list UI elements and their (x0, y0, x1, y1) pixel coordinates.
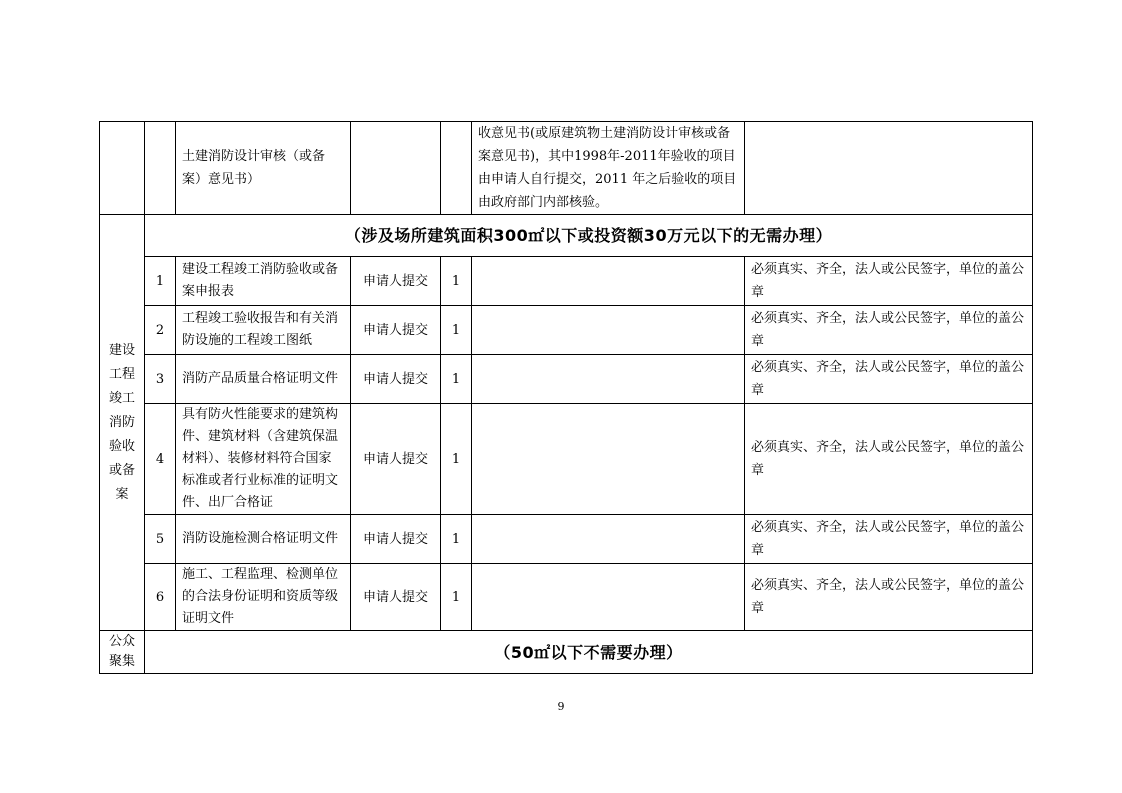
copies-cell: 1 (441, 404, 472, 515)
requirement-cell: 必须真实、齐全，法人或公民签字，单位的盖公章 (745, 306, 1033, 355)
requirement-cell: 必须真实、齐全，法人或公民签字，单位的盖公章 (745, 257, 1033, 306)
note-cell: 收意见书(或原建筑物土建消防设计审核或备案意见书)，其中1998年-2011年验收的项目由申请人自行提交，2011 年之后验收的项目由政府部门内部核验。 (472, 122, 745, 215)
material-cell: 消防设施检测合格证明文件 (176, 515, 351, 564)
source-cell: 申请人提交 (351, 564, 441, 631)
category-cell-public: 公众聚集 (100, 631, 145, 674)
note-cell (472, 306, 745, 355)
copies-cell: 1 (441, 257, 472, 306)
note-cell (472, 257, 745, 306)
row-number: 2 (145, 306, 176, 355)
table-row (100, 515, 1033, 564)
category-cell-empty (100, 122, 145, 215)
table-row (100, 355, 1033, 404)
source-cell: 申请人提交 (351, 355, 441, 404)
copies-cell-empty (441, 122, 472, 215)
page-number: 9 (557, 700, 565, 713)
material-cell: 施工、工程监理、检测单位的合法身份证明和资质等级证明文件 (176, 564, 351, 631)
materials-table (99, 121, 1033, 674)
row-number: 3 (145, 355, 176, 404)
banner-row-acceptance (100, 215, 1033, 257)
banner-row-public (100, 631, 1033, 674)
note-cell (472, 404, 745, 515)
requirement-cell: 必须真实、齐全，法人或公民签字，单位的盖公章 (745, 564, 1033, 631)
copies-cell: 1 (441, 564, 472, 631)
requirement-cell: 必须真实、齐全，法人或公民签字，单位的盖公章 (745, 404, 1033, 515)
requirement-cell: 必须真实、齐全，法人或公民签字，单位的盖公章 (745, 515, 1033, 564)
row-number: 4 (145, 404, 176, 515)
row-number: 6 (145, 564, 176, 631)
table-row (100, 404, 1033, 515)
source-cell: 申请人提交 (351, 515, 441, 564)
source-cell-empty (351, 122, 441, 215)
material-cell: 土建消防设计审核（或备案）意见书） (176, 122, 351, 215)
requirement-cell-empty (745, 122, 1033, 215)
material-cell: 工程竣工验收报告和有关消防设施的工程竣工图纸 (176, 306, 351, 355)
banner-public: （50㎡以下不需要办理） (145, 631, 1033, 674)
table-row (100, 564, 1033, 631)
note-cell (472, 355, 745, 404)
copies-cell: 1 (441, 515, 472, 564)
material-cell: 消防产品质量合格证明文件 (176, 355, 351, 404)
requirement-cell: 必须真实、齐全，法人或公民签字，单位的盖公章 (745, 355, 1033, 404)
note-cell (472, 564, 745, 631)
copies-cell: 1 (441, 355, 472, 404)
source-cell: 申请人提交 (351, 306, 441, 355)
table-row-top (100, 122, 1033, 215)
material-cell: 具有防火性能要求的建筑构件、建筑材料（含建筑保温材料）、装修材料符合国家标准或者行业标准的证明文件、出厂合格证 (176, 404, 351, 515)
material-cell: 建设工程竣工消防验收或备案申报表 (176, 257, 351, 306)
note-cell (472, 515, 745, 564)
table-row (100, 306, 1033, 355)
source-cell: 申请人提交 (351, 404, 441, 515)
category-cell-acceptance: 建设工程竣工消防验收或备案 (100, 215, 145, 631)
source-cell: 申请人提交 (351, 257, 441, 306)
copies-cell: 1 (441, 306, 472, 355)
row-number: 5 (145, 515, 176, 564)
table-row (100, 257, 1033, 306)
banner-acceptance: （涉及场所建筑面积300㎡以下或投资额30万元以下的无需办理） (145, 215, 1033, 257)
no-cell-empty (145, 122, 176, 215)
row-number: 1 (145, 257, 176, 306)
